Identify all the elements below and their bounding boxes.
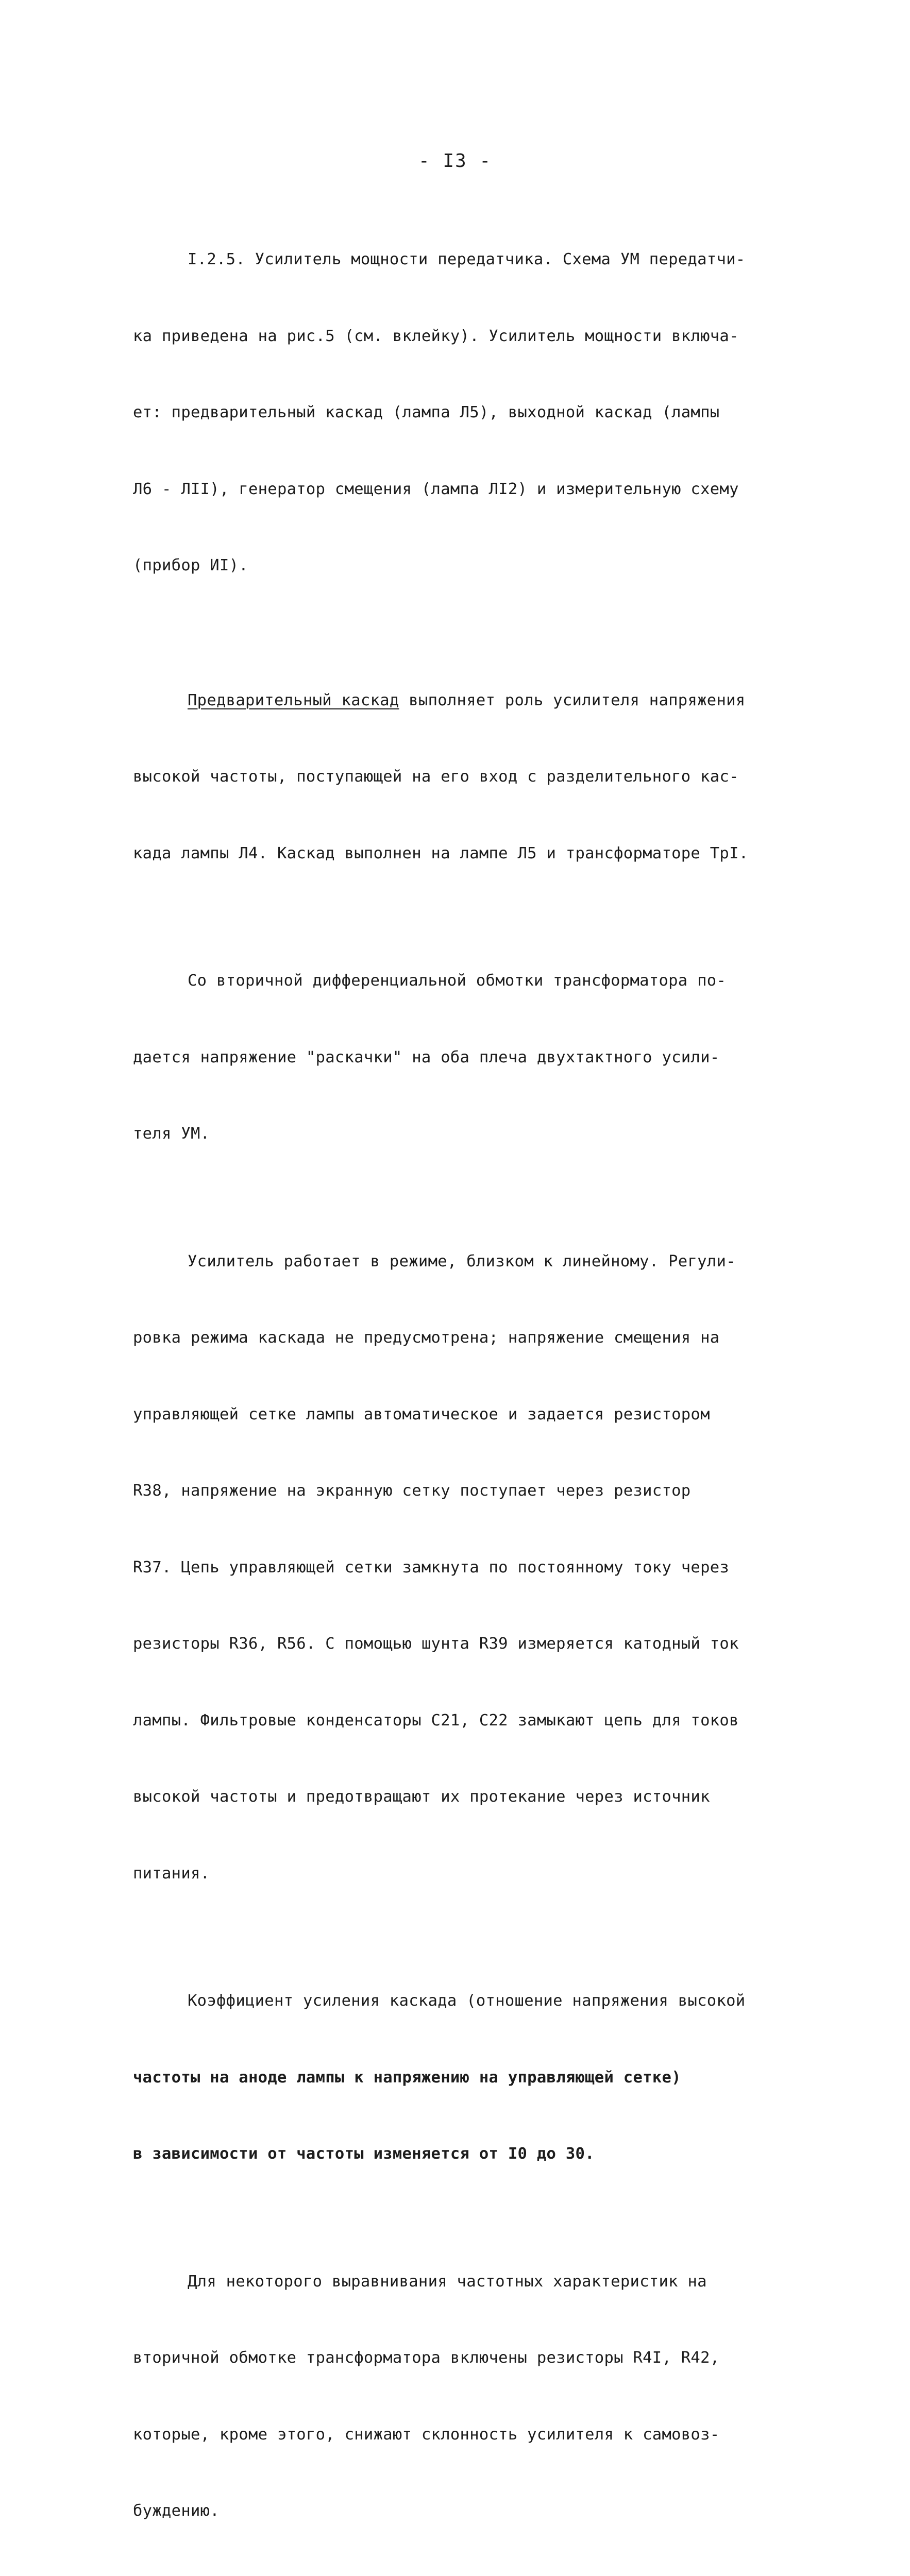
text-fragment: выполняет роль усилителя напряжения <box>399 691 746 709</box>
paragraph-gain-coefficient <box>133 1937 809 2218</box>
paragraph-amplifier-intro <box>133 196 809 630</box>
text-line: питания. <box>133 1861 809 1887</box>
text-line: буждению. <box>133 2498 809 2524</box>
text-line: которые, кроме этого, снижают склонность усилителя к самовоз- <box>133 2422 809 2448</box>
text-line: R38, напряжение на экранную сетку поступает через резистор <box>133 1478 809 1504</box>
text-line: теля УМ. <box>133 1121 809 1147</box>
text-line: высокой частоты, поступающей на его вход с разделительного кас- <box>133 764 809 790</box>
page-number: - I3 - <box>0 150 910 172</box>
text-line: ка приведена на рис.5 (см. вклейку). Усилитель мощности включа- <box>133 324 809 349</box>
text-line: вторичной обмотке трансформатора включены резисторы R4I, R42, <box>133 2345 809 2371</box>
text-line: ет: предварительный каскад (лампа Л5), выходной каскад (лампы <box>133 400 809 426</box>
text-line: I.2.5. Усилитель мощности передатчика. Схема УМ передатчи- <box>133 247 809 273</box>
paragraph-secondary-winding <box>133 917 809 1198</box>
paragraph-operating-mode <box>133 1198 809 1938</box>
paragraph-preliminary-stage <box>133 637 809 918</box>
text-line: R37. Цепь управляющей сетки замкнута по постоянному току через <box>133 1555 809 1581</box>
text-line: частоты на аноде лампы к напряжению на управляющей сетке) <box>133 2065 809 2091</box>
text-line: лампы. Фильтровые конденсаторы С21, С22 замыкают цепь для токов <box>133 1708 809 1734</box>
paragraph-frequency-response <box>133 2218 809 2575</box>
text-line: Л6 - ЛII), генератор смещения (лампа ЛI2) и измерительную схему <box>133 477 809 502</box>
document-body <box>133 196 809 2576</box>
text-line: высокой частоты и предотвращают их протекание через источник <box>133 1784 809 1810</box>
text-line: (прибор ИI). <box>133 553 809 579</box>
text-line <box>133 688 809 714</box>
text-line: управляющей сетке лампы автоматическое и задается резистором <box>133 1402 809 1428</box>
text-line: Усилитель работает в режиме, близком к линейному. Регули- <box>133 1249 809 1275</box>
text-line: када лампы Л4. Каскад выполнен на лампе Л5 и трансформаторе ТрI. <box>133 841 809 867</box>
text-line: Для некоторого выравнивания частотных характеристик на <box>133 2269 809 2295</box>
text-line: в зависимости от частоты изменяется от I0 до 30. <box>133 2141 809 2167</box>
paragraph-third-winding <box>133 2575 809 2576</box>
text-line: дается напряжение "раскачки" на оба плеча двухтактного усили- <box>133 1045 809 1071</box>
text-line: ровка режима каскада не предусмотрена; напряжение смещения на <box>133 1325 809 1351</box>
text-line: Коэффициент усиления каскада (отношение напряжения высокой <box>133 1988 809 2014</box>
text-line: Со вторичной дифференциальной обмотки трансформатора по- <box>133 968 809 994</box>
text-line: резисторы R36, R56. С помощью шунта R39 измеряется катодный ток <box>133 1631 809 1657</box>
underlined-heading: Предварительный каскад <box>188 691 399 709</box>
